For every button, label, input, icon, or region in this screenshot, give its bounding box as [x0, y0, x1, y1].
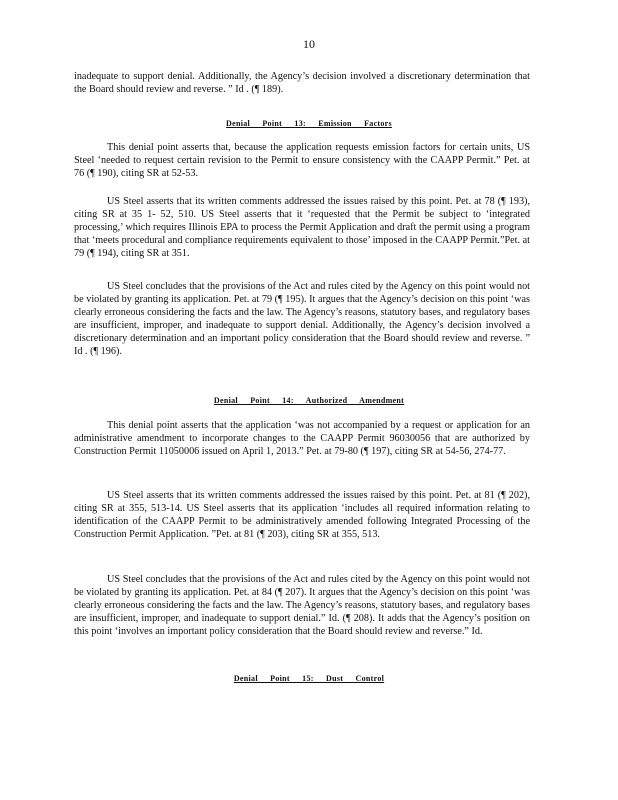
heading-denial-point-14	[0, 396, 618, 405]
heading-13-text: Denial Point 13: Emission Factors	[226, 119, 392, 128]
heading-14-text: Denial Point 14: Authorized Amendment	[213, 396, 405, 405]
heading-15-text: Denial Point 15: Dust Control	[233, 674, 385, 683]
heading-denial-point-15	[0, 674, 618, 683]
point-14-paragraph-2: US Steel asserts that its written comments addressed the issues raised by this point. Pet. at 81 (¶ 202), citing SR at 355, 513-14. US Steel asserts that its application ‘includes all required information relating to identification of the CAAPP Permit to be administratively amended following Integrated Processing of the Construction Permit Application. ”Pet. at 81 (¶ 203), citing SR at 355, 513.	[74, 490, 530, 540]
intro-paragraph: inadequate to support denial. Additionally, the Agency’s decision involved a discretionary determination that the Board should review and reverse. ” Id . (¶ 189).	[74, 71, 530, 95]
point-14-paragraph-3: US Steel concludes that the provisions of the Act and rules cited by the Agency on this point would not be violated by granting its application. Pet. at 84 (¶ 207). It argues that the Agency’s decision on this point ‘was clearly erroneous considering the facts and the law. The Agency’s reasons, statutory bases, and regulatory bases are insufficient, improper, and inadequate to support denial.” Id. (¶ 208). It adds that the Agency’s position on this point ‘involves an important policy consideration that the Board should review and reverse.” Id.	[74, 574, 530, 637]
point-14-paragraph-1: This denial point asserts that the application ‘was not accompanied by a request or application for an administrative amendment to incorporate changes to the CAAPP Permit 96030056 that are authorized by Construction Permit 11050006 issued on April 1, 2013.” Pet. at 79-80 (¶ 197), citing SR at 54-56, 274-77.	[74, 420, 530, 457]
point-13-paragraph-3: US Steel concludes that the provisions of the Act and rules cited by the Agency on this point would not be violated by granting its application. Pet. at 79 (¶ 195). It argues that the Agency’s decision on this point ‘was clearly erroneous considering the facts and the law. The Agency’s reasons, statutory bases, and regulatory bases are insufficient, improper, and inadequate to support denial. Additionally, the Agency’s decision involved a discretionary determination and an important policy consideration that the Board should review and reverse. ” Id . (¶ 196).	[74, 281, 530, 357]
heading-denial-point-13	[0, 119, 618, 128]
point-13-paragraph-1: This denial point asserts that, because the application requests emission factors for certain units, US Steel ‘needed to request certain revision to the Permit to ensure consistency with the CAAPP Permit.” Pet. at 76 (¶ 190), citing SR at 52-53.	[74, 142, 530, 179]
point-13-paragraph-2: US Steel asserts that its written comments addressed the issues raised by this point. Pet. at 78 (¶ 193), citing SR at 35 1- 52, 510. US Steel asserts that it ‘requested that the Permit be subject to ‘integrated processing,’ which requires Illinois EPA to process the Permit Application and draft the permit using a program that ‘meets procedural and compliance requirements equivalent to those’ imposed in the CAAPP Permit.”Pet. at 79 (¶ 194), citing SR at 351.	[74, 196, 530, 259]
page-number: 10	[303, 37, 315, 51]
